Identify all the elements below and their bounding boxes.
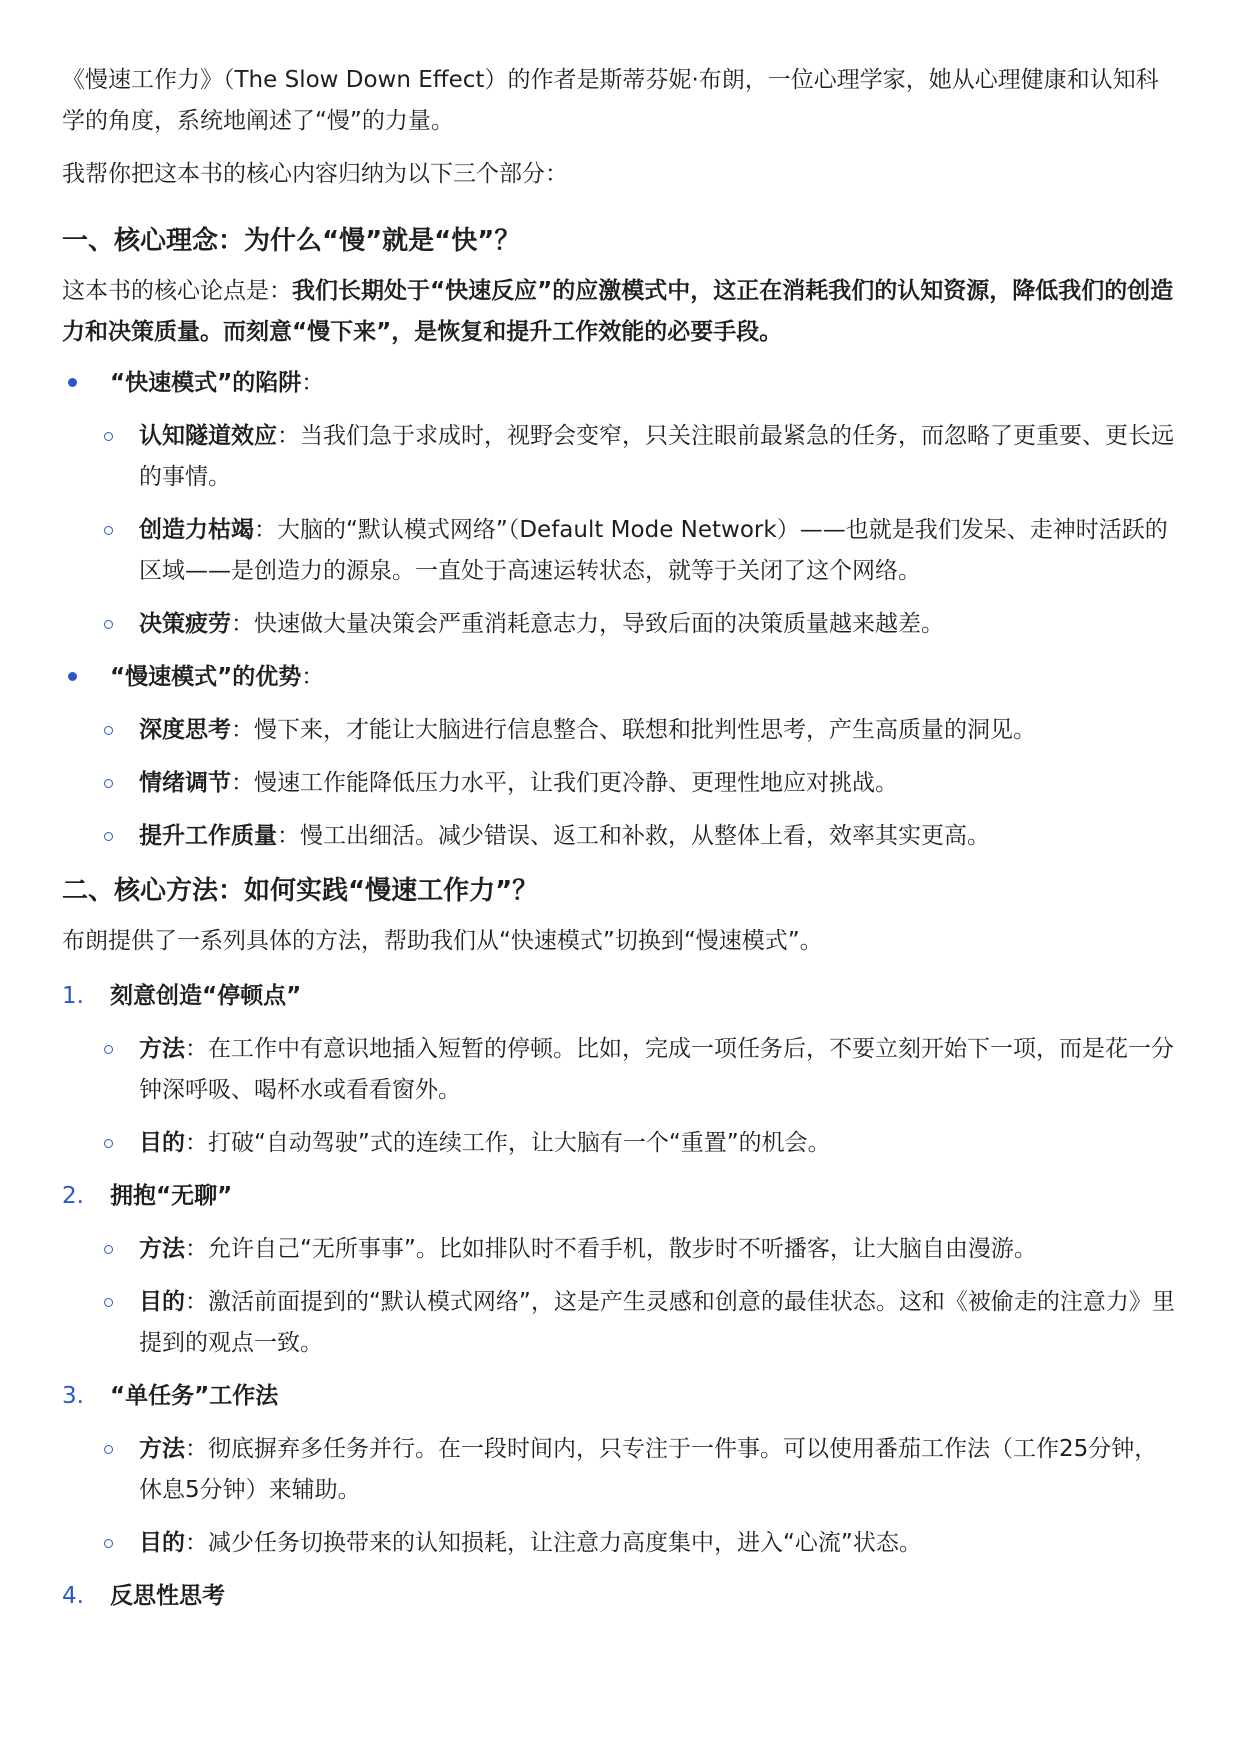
- bullet-icon: [68, 672, 77, 681]
- circle-bullet-icon: [104, 726, 113, 735]
- sub-list: [110, 710, 1177, 857]
- list-item: [62, 1229, 1177, 1270]
- list-item: [62, 1176, 1177, 1364]
- item-term: 目的: [139, 1530, 185, 1556]
- item-term: 目的: [139, 1289, 185, 1315]
- list-item: [62, 604, 1177, 645]
- item-text: ：减少任务切换带来的认知损耗，让注意力高度集中，进入“心流”状态。: [185, 1530, 922, 1556]
- method-title: [110, 1576, 1177, 1617]
- section-2-intro: 布朗提供了一系列具体的方法，帮助我们从“快速模式”切换到“慢速模式”。: [62, 928, 823, 954]
- item-text: ：慢速工作能降低压力水平，让我们更冷静、更理性地应对挑战。: [231, 770, 898, 796]
- section-2-heading: 二、核心方法：如何实践“慢速工作力”？: [62, 876, 539, 906]
- list-item: [62, 1029, 1177, 1111]
- group-title-colon: ：: [301, 370, 325, 396]
- section-1-heading: 一、核心理念：为什么“慢”就是“快”？: [62, 226, 521, 256]
- bullet-icon: [68, 378, 77, 387]
- item-text: ：打破“自动驾驶”式的连续工作，让大脑有一个“重置”的机会。: [185, 1130, 831, 1156]
- item-text: ：慢工出细活。减少错误、返工和补救，从整体上看，效率其实更高。: [277, 823, 990, 849]
- sub-list: [110, 1429, 1177, 1564]
- list-item: [62, 976, 1177, 1164]
- item-term: 提升工作质量: [139, 823, 277, 849]
- sub-list: [110, 1229, 1177, 1364]
- list-item: [62, 1123, 1177, 1164]
- item-text: ：慢下来，才能让大脑进行信息整合、联想和批判性思考，产生高质量的洞见。: [231, 717, 1036, 743]
- method-title: [110, 1176, 1177, 1217]
- item-text: ：彻底摒弃多任务并行。在一段时间内，只专注于一件事。可以使用番茄工作法（工作25分钟，休息5分钟）来辅助。: [139, 1436, 1158, 1503]
- method-list: [62, 976, 1177, 1617]
- list-item: [62, 816, 1177, 857]
- item-term: 情绪调节: [139, 770, 231, 796]
- item-term: 决策疲劳: [139, 611, 231, 637]
- item-term: 认知隧道效应: [139, 423, 277, 449]
- list-item: [62, 1282, 1177, 1364]
- item-text: ：在工作中有意识地插入短暂的停顿。比如，完成一项任务后，不要立刻开始下一项，而是花一分钟深呼吸、喝杯水或看看窗外。: [139, 1036, 1174, 1103]
- thesis-prefix: 这本书的核心论点是：: [62, 278, 292, 304]
- item-term: 方法: [139, 1436, 185, 1462]
- list-item: [62, 416, 1177, 498]
- list-item: [62, 1376, 1177, 1564]
- section-1-thesis: [62, 271, 1177, 353]
- section-1-list: [62, 363, 1177, 857]
- group-title-colon: ：: [301, 664, 325, 690]
- item-term: 创造力枯竭: [139, 517, 254, 543]
- item-text: ：当我们急于求成时，视野会变窄，只关注眼前最紧急的任务，而忽略了更重要、更长远的事情。: [139, 423, 1174, 490]
- item-term: 方法: [139, 1236, 185, 1262]
- circle-bullet-icon: [104, 779, 113, 788]
- item-text: ：快速做大量决策会严重消耗意志力，导致后面的决策质量越来越差。: [231, 611, 944, 637]
- item-text: ：允许自己“无所事事”。比如排队时不看手机，散步时不听播客，让大脑自由漫游。: [185, 1236, 1037, 1262]
- list-item: [62, 710, 1177, 751]
- item-text: ：大脑的“默认模式网络”（Default Mode Network）——也就是我们发呆、走神时活跃的区域——是创造力的源泉。一直处于高速运转状态，就等于关闭了这个网络。: [139, 517, 1168, 584]
- circle-bullet-icon: [104, 432, 113, 441]
- list-number: 3.: [62, 1383, 84, 1409]
- method-title-text: 刻意创造“停顿点”: [110, 983, 302, 1009]
- list-item: [62, 1429, 1177, 1511]
- circle-bullet-icon: [104, 620, 113, 629]
- group-title: [110, 657, 1177, 698]
- list-item: [62, 1523, 1177, 1564]
- method-title: [110, 1376, 1177, 1417]
- list-number: 1.: [62, 983, 84, 1009]
- method-title-text: 反思性思考: [110, 1583, 225, 1609]
- sub-list: [110, 416, 1177, 645]
- list-item: [62, 510, 1177, 592]
- intro-paragraph: 《慢速工作力》（The Slow Down Effect）的作者是斯蒂芬妮·布朗，一位心理学家，她从心理健康和认知科学的角度，系统地阐述了“慢”的力量。: [62, 67, 1159, 134]
- sub-list: [110, 1029, 1177, 1164]
- item-term: 方法: [139, 1036, 185, 1062]
- group-title-text: “慢速模式”的优势: [110, 664, 302, 690]
- circle-bullet-icon: [104, 1445, 113, 1454]
- method-title: [110, 976, 1177, 1017]
- item-text: ：激活前面提到的“默认模式网络”，这是产生灵感和创意的最佳状态。这和《被偷走的注意力》里提到的观点一致。: [139, 1289, 1175, 1356]
- circle-bullet-icon: [104, 1245, 113, 1254]
- circle-bullet-icon: [104, 1045, 113, 1054]
- circle-bullet-icon: [104, 1298, 113, 1307]
- list-item: [62, 363, 1177, 645]
- group-title: [110, 363, 1177, 404]
- thesis-bold: 我们长期处于“快速反应”的应激模式中，这正在消耗我们的认知资源，降低我们的创造力和决策质量。而刻意“慢下来”，是恢复和提升工作效能的必要手段。: [62, 278, 1174, 345]
- circle-bullet-icon: [104, 1139, 113, 1148]
- item-term: 目的: [139, 1130, 185, 1156]
- circle-bullet-icon: [104, 832, 113, 841]
- group-title-text: “快速模式”的陷阱: [110, 370, 302, 396]
- method-title-text: “单任务”工作法: [110, 1383, 279, 1409]
- item-term: 深度思考: [139, 717, 231, 743]
- list-number: 2.: [62, 1183, 84, 1209]
- list-item: [62, 657, 1177, 857]
- intro-summary: 我帮你把这本书的核心内容归纳为以下三个部分：: [62, 161, 568, 187]
- list-item: [62, 1576, 1177, 1617]
- list-item: [62, 763, 1177, 804]
- circle-bullet-icon: [104, 526, 113, 535]
- method-title-text: 拥抱“无聊”: [110, 1183, 233, 1209]
- list-number: 4.: [62, 1583, 84, 1609]
- circle-bullet-icon: [104, 1539, 113, 1548]
